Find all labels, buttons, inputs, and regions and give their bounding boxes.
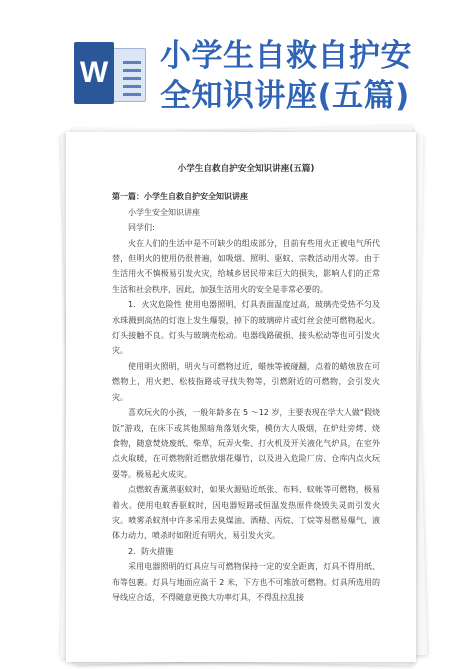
document-title [160,36,460,116]
subtitle: 小学生安全知识讲座 [128,207,200,217]
document-title-line-1: 小学生自救自护安 [160,38,412,74]
paragraph-1: 火在人们的生活中是不可缺少的组成部分，目前有些用火正被电气所代替，但明火的使用仍很普遍，如吸烟、照明、驱蚊、宗教活动用火等。由于生活用火不慎极易引发火灾，给城乡居民带来巨大的损失，影响人们的正常生活和社会秩序，因此，加强生活用火的安全是非常必要的。 [112,238,380,294]
banner [0,0,474,120]
document-title-line-2: 全知识讲座(五篇) [160,78,410,114]
word-logo-letter: W [74,42,114,104]
paragraph-6: 2．防火措施 [128,546,174,556]
paragraph-3: 使用明火照明，明火与可燃物过近，蜡烛等被碰翻，点着的蜡烛放在可燃物上，用火把、松枝指路或寻找失物等，引燃附近的可燃物，会引发火灾。 [112,361,380,402]
word-document-icon [74,42,146,104]
page-content [112,162,380,605]
paragraph-7: 采用电器照明的灯具应与可燃物保持一定的安全距离，灯具不得用纸、布等包裹。灯具与地面应高于 2 米，下方也不可堆放可燃物。灯具所选用的导线应合适，不得随意更换大功率灯具，不得乱拉乱接 [112,562,380,602]
paragraph-4: 喜欢玩火的小孩，一般年龄多在 5 ～12 岁，主要表现在学大人做“假烧饭”游戏，在床下或其他黑暗角落划火柴，模仿大人吸烟，在炉灶旁烤、烧食物，随意焚烧废纸、柴草，玩弄火柴、打火机及开关液化气炉具，在室外点火取暖，在可燃物附近燃放烟花爆竹，以及进入危险厂房、仓库内点火玩耍等。极易起火成灾。 [112,408,380,479]
part-title: 第一篇：小学生自救自护安全知识讲座 [112,192,248,202]
page-heading: 小学生自救自护安全知识讲座(五篇) [177,164,315,174]
paragraph-2: 1．火灾危险性 使用电器照明，灯具表面温度过高，玻璃壳受热不匀及水珠溅到高热的灯泡上发生爆裂，掉下的玻璃碎片或灯丝会使可燃物起火。灯头接触不良。灯头与玻璃壳松动。电器线路破损、接头松动等也可引发火灾。 [112,300,380,356]
document-page-preview [66,132,416,662]
greeting: 同学们: [128,223,155,233]
paragraph-5: 点燃蚊香薰蒸驱蚊时，如果火源贴近纸张、布料、蚊帐等可燃物，极易着火。使用电蚊香驱蚊时，因电器短路或恒温发热原件烧毁失灵而引发火灾。喷雾杀蚊剂中许多采用去臭煤油、酒精、丙烷、丁烷等易燃易爆气、液体力动力，喷杀时如附近有明火，易引发火灾。 [112,485,380,541]
